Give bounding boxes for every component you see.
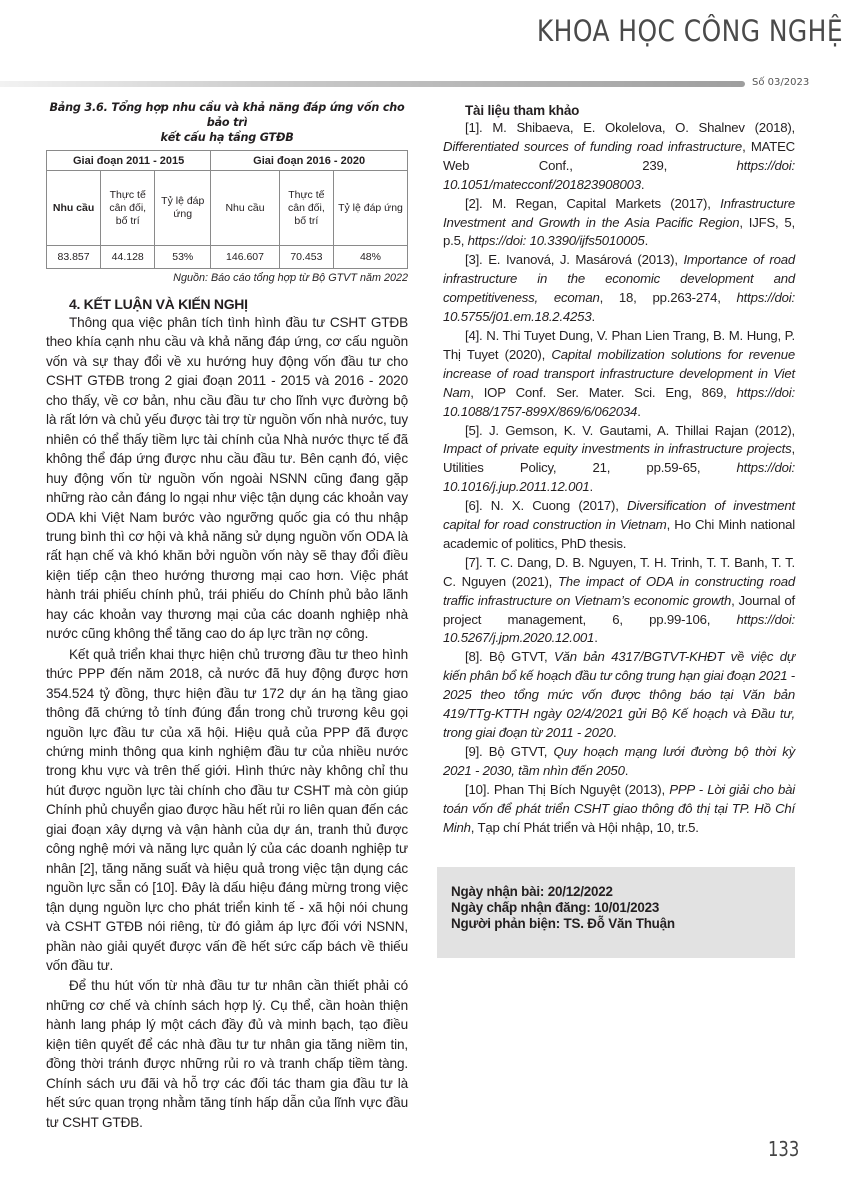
references-heading: Tài liệu tham khảo (465, 103, 580, 118)
reference-item (443, 251, 795, 327)
reference-pre: [4]. N. Thi Tuyet Dung, V. Phan Lien Trang, B. M. Hung, P. Thị Tuyet (2020), (443, 327, 795, 362)
received-date: Ngày nhận bài: 20/12/2022 (451, 884, 613, 899)
subheader-cell: Nhu cầu (211, 171, 280, 246)
reference-pre: [6]. N. X. Cuong (2017), (465, 498, 627, 514)
subheader-cell: Tỷ lệ đáp ứng (155, 171, 211, 246)
reference-title: The impact of ODA in constructing road traffic infrastructure on Vietnam’s economic growth (443, 573, 795, 608)
reference-pre: [2]. M. Regan, Capital Markets (2017), (465, 195, 721, 211)
reference-title: Differentiated sources of funding road infrastructure (443, 138, 743, 154)
table-cell: 53% (155, 246, 211, 269)
table-cell: 83.857 (47, 246, 101, 269)
reference-doi[interactable]: https://doi: 10.1051/matecconf/201823908003 (443, 157, 795, 192)
reference-pre: [5]. J. Gemson, K. V. Gautami, A. Thillai Rajan (2012), (465, 422, 795, 438)
table-caption-line2: kết cấu hạ tầng GTĐB (160, 131, 294, 144)
reference-mid: , Tạp chí Phát triển và Hội nhập, 10, tr.5. (470, 819, 699, 835)
reference-mid: , IJFS, 5, p.5, (443, 214, 795, 249)
period-header: Giai đoạn 2011 - 2015 (47, 151, 211, 171)
reference-mid: , Utilities Policy, 21, pp.59-65, (443, 441, 795, 476)
table-caption-line1: Bảng 3.6. Tổng hợp nhu cầu và khả năng đáp ứng vốn cho bảo trì (49, 101, 405, 129)
reference-post: . (640, 176, 645, 192)
reference-title: Diversification of investment capital for road construction in Vietnam (443, 498, 795, 533)
table-cell: 146.607 (211, 246, 280, 269)
left-column (46, 100, 408, 1132)
reference-post: . (589, 479, 594, 495)
reference-list (443, 119, 795, 837)
subheader-cell: Tỷ lệ đáp ứng (333, 171, 407, 246)
subheader-cell: Nhu cầu (47, 171, 101, 246)
journal-title: KHOA HỌC CÔNG NGHỆ (536, 14, 843, 48)
reference-item (443, 554, 795, 649)
reference-pre: [3]. E. Ivanová, J. Masárová (2013), (465, 252, 684, 268)
reference-title: Văn bản 4317/BGTVT-KHĐT về việc dự kiến phân bổ kế hoạch đầu tư công trung hạn giai đoạn 2021 - 2025 theo tổng mức vốn được thông báo tại Văn bản 419/TTg-KTTH ngày 02/4/2021 gửi Bộ Kế hoạch và Đầu tư, trong giai đoạn từ 2011 - 2020 (443, 649, 795, 740)
table-cell: 44.128 (101, 246, 155, 269)
reference-doi[interactable]: https://doi: 10.5267/j.jpm.2020.12.001 (443, 611, 795, 646)
body-paragraph: Kết quả triển khai thực hiện chủ trương đầu tư theo hình thức PPP đến năm 2018, cả nước đã huy động được hơn 354.524 tỷ đồng, thực hiện đầu tư 172 dự án hạ tầng giao thông đã chứng tỏ tính đúng đắn trong chủ trương kêu gọi nguồn lực đầu tư của xã hội. Hiệu quả của PPP đã được chứng minh thông qua kinh nghiệm đầu tư của nhiều nước trong khu vực và trên thế giới. Hình thức này không chỉ thu hút được nguồn lực tài chính cho đầu tư CSHT mà còn giúp Chính phủ chuyển giao được hầu hết rủi ro liên quan đến các giai đoạn xây dựng và vận hành của dự án, tranh thủ được công nghệ mới và năng lực quản lý của các doanh nghiệp tư nhân [2], tăng năng suất và hiệu quả trong việc tận dụng các nguồn lực sẵn có [10]. Đây là dấu hiệu đáng mừng trong việc tận dụng nguồn lực cho phát triển kinh tế - xã hội nói chung và CSHT GTĐB nói riêng, từ đó giảm áp lực đối với NSNN, phần nào giải quyết được vấn đề hết sức cấp bách về thiếu vốn đầu tư. (46, 646, 408, 973)
table-cell: 70.453 (279, 246, 333, 269)
funding-table (46, 150, 408, 269)
reference-mid: , Journal of project management, 6, pp.99-106, (443, 592, 795, 627)
section-heading: 4. KẾT LUẬN VÀ KIẾN NGHỊ (69, 296, 248, 312)
reference-mid: , IOP Conf. Ser. Mater. Sci. Eng, 869, (470, 384, 737, 400)
accepted-date: Ngày chấp nhận đăng: 10/01/2023 (451, 900, 660, 915)
subheader-cell: Thực tế cân đối, bố trí (279, 171, 333, 246)
table-source: Nguồn: Báo cáo tổng hợp từ Bộ GTVT năm 2022 (173, 272, 408, 284)
reference-doi[interactable]: https://doi: 10.3390/ijfs5010005 (467, 233, 645, 249)
reference-title: Impact of private equity investments in infrastructure projects (443, 441, 792, 457)
reference-pre: [1]. M. Shibaeva, E. Okolelova, O. Shalnev (2018), (465, 120, 795, 135)
right-column (443, 103, 795, 837)
reference-doi[interactable]: https://doi: 10.5755/j01.em.18.2.4253 (443, 290, 795, 325)
body-paragraph: Để thu hút vốn từ nhà đầu tư tư nhân cần thiết phải có những cơ chế và chính sách hợp lý. Cụ thể, cần hoàn thiện hành lang pháp lý một cách đầy đủ và minh bạch, tạo điều kiện tiên quyết để các nhà đầu tư tư nhân gia tăng niềm tin, đồng thời tránh được những rủi ro và tranh chấp tiềm tàng. Chính sách ưu đãi và hỗ trợ các đối tác tham gia đầu tư là hết sức quan trọng nhằm tăng tính hấp dẫn của lĩnh vực đầu tư CSHT GTĐB. (46, 978, 408, 1130)
reference-mid: , 18, pp.263-274, (599, 290, 737, 306)
reference-pre: [9]. Bộ GTVT, (465, 743, 554, 759)
reference-item (443, 422, 795, 498)
reference-post: . (637, 403, 641, 419)
reference-item (443, 119, 795, 195)
reference-item (443, 327, 795, 422)
reference-doi[interactable]: https://doi: 10.1016/j.jup.2011.12.001 (443, 460, 795, 495)
reference-pre: [8]. Bộ GTVT, (465, 649, 554, 665)
table-row (47, 246, 408, 269)
reference-title: Capital mobilization solutions for revenue increase of road transport infrastructure development in Viet Nam (443, 346, 796, 400)
reference-doi[interactable]: https://doi: 10.1088/1757-899X/869/6/062034 (443, 384, 795, 419)
table-cell: 48% (333, 246, 407, 269)
reference-mid: , MATEC Web Conf., 239, (443, 138, 795, 173)
reference-item (443, 195, 795, 252)
reference-post: . (613, 725, 617, 740)
reference-item (443, 743, 795, 781)
period-header: Giai đoạn 2016 - 2020 (211, 151, 408, 171)
subheader-cell: Thực tế cân đối, bố trí (101, 171, 155, 246)
reference-item (443, 781, 795, 838)
reference-pre: [7]. T. C. Dang, D. B. Nguyen, T. H. Trinh, T. T. Banh, T. T. C. Nguyen (2021), (443, 554, 795, 589)
reference-post: . (644, 233, 649, 249)
article-info-box (437, 867, 795, 958)
table-caption (46, 100, 408, 145)
reference-item (443, 497, 795, 554)
page-number: 133 (768, 1137, 800, 1161)
reference-item (443, 648, 795, 743)
reference-post: . (591, 309, 595, 325)
reference-pre: [10]. Phan Thị Bích Nguyệt (2013), (465, 781, 670, 797)
reference-title: PPP - Lời giải cho bài toán vốn để phát triển CSHT giao thông đô thị tại TP. Hồ Chí Minh (443, 781, 795, 835)
table-header-row (47, 151, 408, 171)
table-subheader-row (47, 171, 408, 246)
reference-post: . (624, 762, 629, 778)
issue-number: Số 03/2023 (752, 77, 810, 88)
reference-title: Importance of road infrastructure in the economic development and competitiveness, ecoman (443, 252, 795, 306)
header-divider-bar (0, 81, 745, 87)
reference-title: Quy hoạch mạng lưới đường bộ thời kỳ 2021 - 2030, tầm nhìn đến 2050 (443, 743, 795, 778)
reference-mid: , Ho Chi Minh national academic of politics, PhD thesis. (443, 517, 795, 551)
reference-title: Infrastructure Investment and Growth in the Asia Pacific Region (443, 195, 795, 230)
reviewer: Người phản biện: TS. Đỗ Văn Thuận (451, 916, 675, 931)
reference-post: . (594, 630, 598, 646)
body-paragraph: Thông qua việc phân tích tình hình đầu tư CSHT GTĐB theo khía cạnh nhu cầu và khả năng đáp ứng, cơ cấu nguồn vốn và sự thay đổi về xu hướng huy động vốn đầu tư cho CSHT GTĐB trong 2 giai đoạn 2011 - 2015 và 2016 - 2020 cho thấy, về cơ bản, nhu cầu đầu tư cho lĩnh vực đường bộ là rất lớn và chủ yếu được tài trợ từ nguồn vốn nhà nước, tuy nhiên có thể thấy tiềm lực tài chính của Nhà nước thực tế đã không thể đáp ứng được nhu cầu đầu tư. Bên cạnh đó, việc huy động vốn từ nguồn vốn ngoài NSNN cũng đang gặp những rào cản đáng lo ngại như việc tận dụng các khoản vay ODA khi Việt Nam bước vào ngưỡng quốc gia có thu nhập trung bình thì cơ hội và khả năng sử dụng nguồn vốn ODA là rất hạn chế và khó khăn bởi nguồn vốn này sẽ thay đổi điều kiện tiếp cận theo hướng thương mại cao hơn. Việc phát hành trái phiếu chính phủ, trái phiếu do Chính phủ bảo lãnh hay các khoản vay thương mại của các doanh nghiệp nhà nước cũng không thể tăng cao do áp lực trần nợ công. (46, 315, 408, 642)
